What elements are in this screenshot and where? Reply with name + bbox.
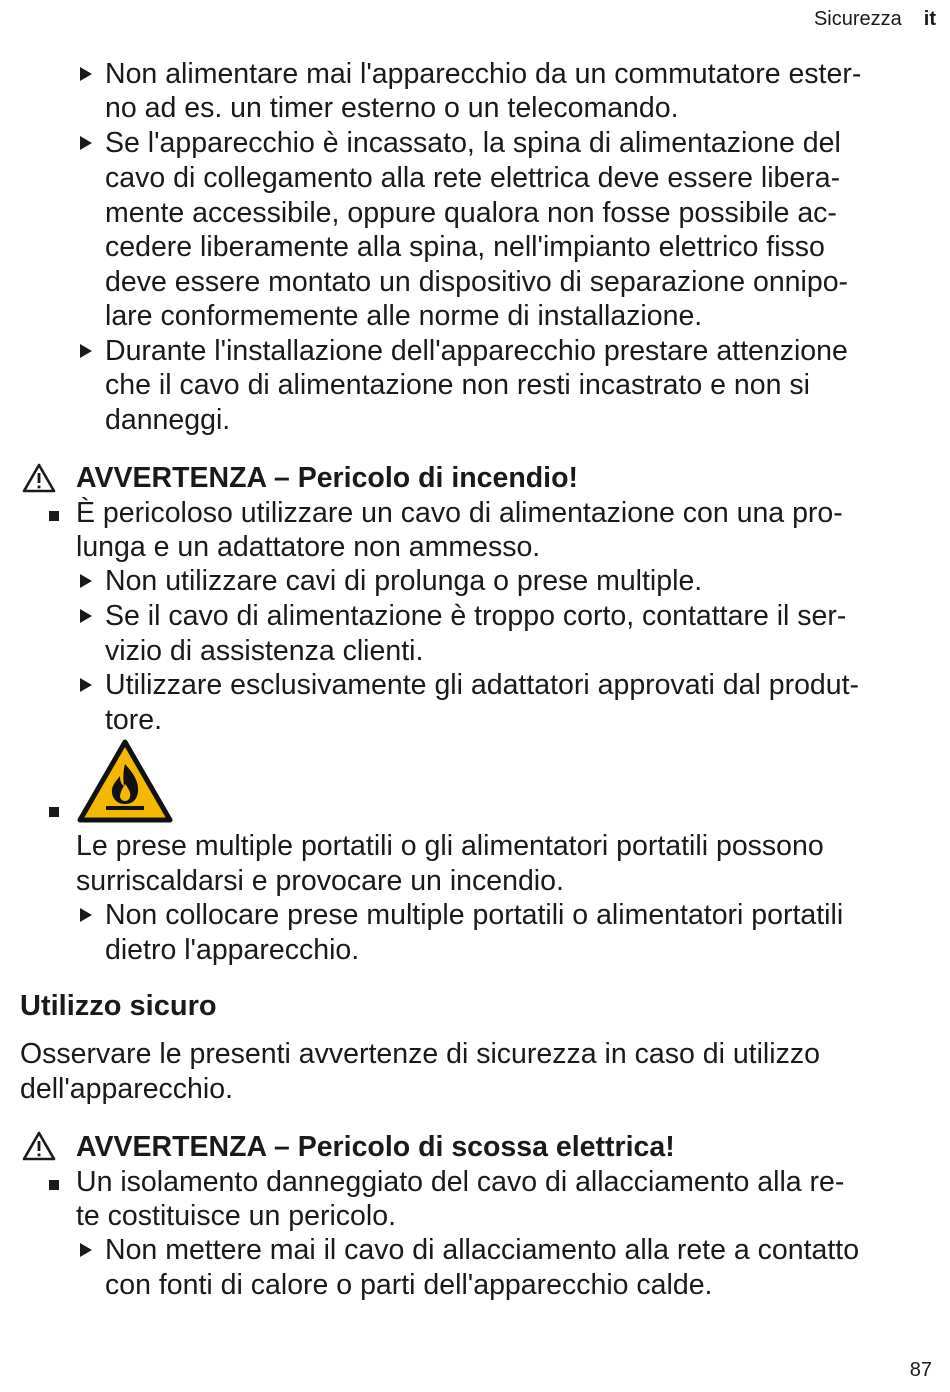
warning-title: AVVERTENZA – Pericolo di scossa elettrica! xyxy=(76,1131,675,1163)
warning-text-line: surriscaldarsi e provocare un incendio. xyxy=(76,865,564,897)
page-header xyxy=(814,8,936,31)
warning-text-line: È pericoloso utilizzare un cavo di alimentazione con una pro- xyxy=(76,497,843,529)
warning-text-line: Un isolamento danneggiato del cavo di allacciamento alla re- xyxy=(76,1166,845,1198)
instruction-line: Se l'apparecchio è incassato, la spina di alimentazione del xyxy=(105,127,841,159)
warning-text-line: lunga e un adattatore non ammesso. xyxy=(76,531,541,563)
instruction-line: Utilizzare esclusivamente gli adattatori approvati dal produt- xyxy=(105,669,860,701)
instruction-line: deve essere montato un dispositivo di separazione onnipo- xyxy=(105,266,849,298)
header-section: Sicurezza xyxy=(813,8,902,30)
instruction-line: cavo di collegamento alla rete elettrica deve essere libera- xyxy=(105,162,841,194)
instruction-line: mente accessibile, oppure qualora non fosse possibile ac- xyxy=(105,197,837,229)
instruction-line: Non mettere mai il cavo di allacciamento alla rete a contatto xyxy=(105,1234,860,1266)
arrow-bullet-icon xyxy=(80,908,92,922)
instruction-line: con fonti di calore o parti dell'apparecchio calde. xyxy=(105,1269,713,1301)
instruction-line: danneggi. xyxy=(105,404,231,436)
warning-title: AVVERTENZA – Pericolo di incendio! xyxy=(76,462,578,494)
instruction-line: Non utilizzare cavi di prolunga o prese multiple. xyxy=(105,565,703,597)
arrow-bullet-icon xyxy=(80,67,92,81)
arrow-bullet-icon xyxy=(80,678,92,692)
square-bullet-icon xyxy=(49,807,59,817)
instruction-line: no ad es. un timer esterno o un telecomando. xyxy=(105,92,679,124)
warning-text-line: te costituisce un pericolo. xyxy=(76,1200,396,1232)
instruction-line: dietro l'apparecchio. xyxy=(105,934,360,966)
warning-text-line: Le prese multiple portatili o gli alimentatori portatili possono xyxy=(76,830,824,862)
header-lang: it xyxy=(923,8,936,30)
instruction-line: lare conformemente alle norme di installazione. xyxy=(105,300,703,332)
section-title: Utilizzo sicuro xyxy=(20,990,217,1022)
instruction-line: vizio di assistenza clienti. xyxy=(105,635,424,667)
instruction-line: Non alimentare mai l'apparecchio da un commutatore ester- xyxy=(105,58,862,90)
paragraph-line: dell'apparecchio. xyxy=(20,1073,233,1105)
instruction-line: Durante l'installazione dell'apparecchio prestare attenzione xyxy=(105,335,848,367)
warning-triangle-icon xyxy=(22,1131,56,1161)
flame-base xyxy=(106,806,144,810)
arrow-bullet-icon xyxy=(80,1243,92,1257)
arrow-bullet-icon xyxy=(80,609,92,623)
instruction-line: che il cavo di alimentazione non resti incastrato e non si xyxy=(105,369,810,401)
paragraph-line: Osservare le presenti avvertenze di sicurezza in caso di utilizzo xyxy=(20,1038,820,1070)
arrow-bullet-icon xyxy=(80,574,92,588)
warning-triangle-icon xyxy=(22,463,56,493)
instruction-line: tore. xyxy=(105,704,163,736)
flammable-warning-sign-icon xyxy=(76,738,174,824)
square-bullet-icon xyxy=(49,1180,59,1190)
arrow-bullet-icon xyxy=(80,344,92,358)
arrow-bullet-icon xyxy=(80,136,92,150)
instruction-line: cedere liberamente alla spina, nell'impianto elettrico fisso xyxy=(105,231,825,263)
instruction-line: Se il cavo di alimentazione è troppo corto, contattare il ser- xyxy=(105,600,847,632)
square-bullet-icon xyxy=(49,511,59,521)
page-number: 87 xyxy=(909,1359,932,1381)
instruction-line: Non collocare prese multiple portatili o alimentatori portatili xyxy=(105,899,844,931)
